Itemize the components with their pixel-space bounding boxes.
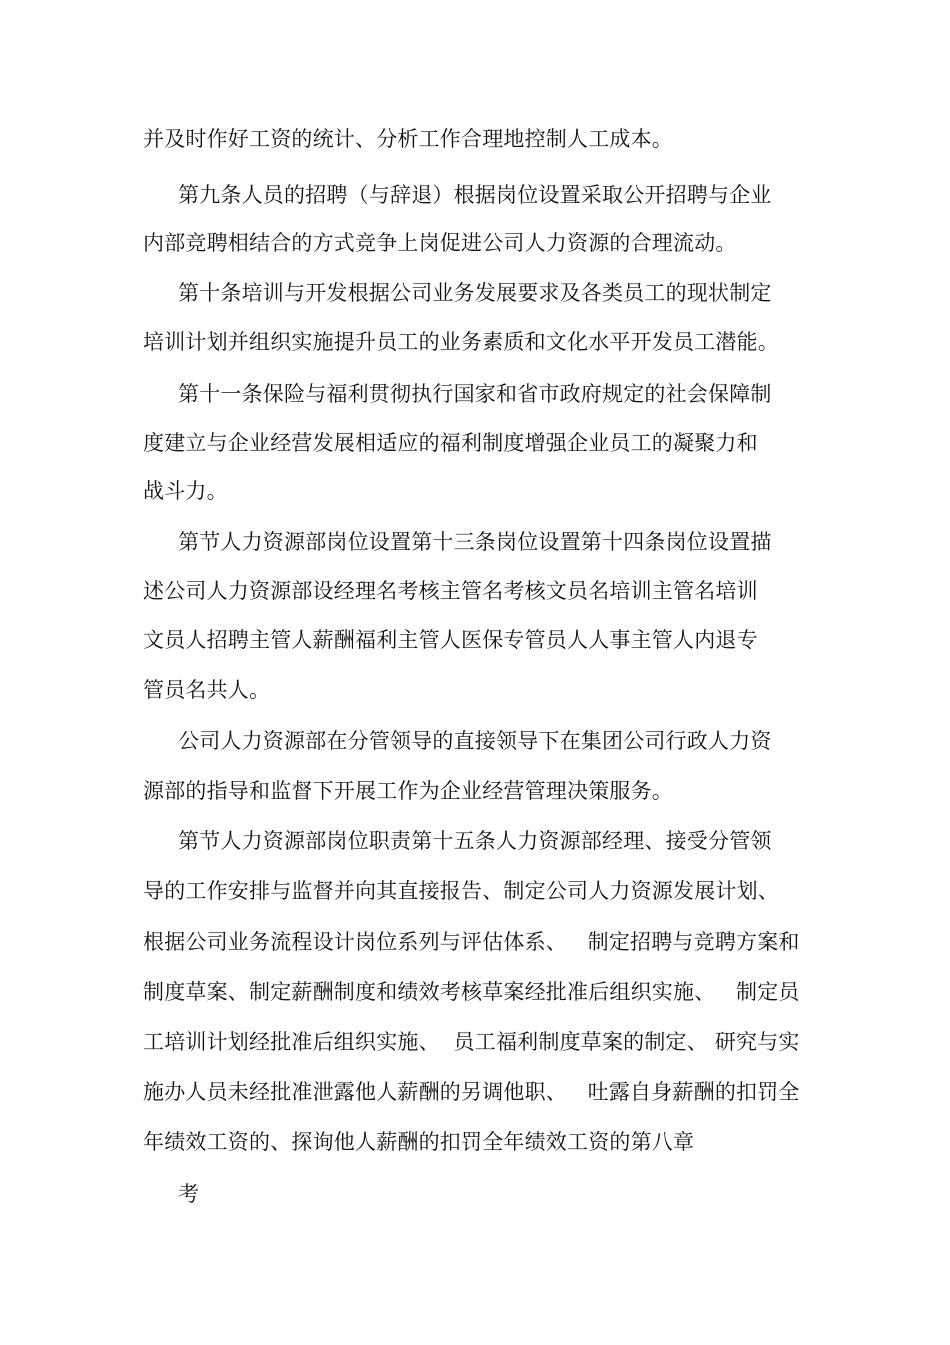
paragraph-line: 公司人力资源部在分管领导的直接领导下在集团公司行政人力资 bbox=[178, 729, 772, 753]
paragraph-line: 年绩效工资的、探询他人薪酬的扣罚全年绩效工资的第八章 bbox=[143, 1130, 695, 1154]
paragraph-line: 战斗力。 bbox=[143, 479, 228, 503]
paragraph-line: 根据公司业务流程设计岗位系列与评估体系、 制定招聘与竞聘方案和 bbox=[143, 930, 800, 954]
paragraph-line: 导的工作安排与监督并向其直接报告、制定公司人力资源发展计划、 bbox=[143, 879, 779, 903]
paragraph-line: 述公司人力资源部设经理名考核主管名考核文员名培训主管名培训 bbox=[143, 579, 758, 603]
paragraph-line: 第节人力资源部岗位设置第十三条岗位设置第十四条岗位设置描 bbox=[178, 530, 772, 554]
paragraph-line: 管员名共人。 bbox=[143, 678, 271, 702]
paragraph-line: 施办人员未经批准泄露他人薪酬的另调他职、 吐露自身薪酬的扣罚全 bbox=[143, 1080, 800, 1104]
paragraph-line: 内部竞聘相结合的方式竞争上岗促进公司人力资源的合理流动。 bbox=[143, 231, 737, 255]
paragraph-line: 第节人力资源部岗位职责第十五条人力资源部经理、接受分管领 bbox=[178, 829, 772, 853]
paragraph-line: 制度草案、制定薪酬制度和绩效考核草案经批准后组织实施、 制定员 bbox=[143, 980, 800, 1004]
paragraph-line: 第九条人员的招聘（与辞退）根据岗位设置采取公开招聘与企业 bbox=[178, 183, 772, 207]
paragraph-line: 文员人招聘主管人薪酬福利主管人医保专管员人人事主管人内退专 bbox=[143, 628, 758, 652]
paragraph-line: 培训计划并组织实施提升员工的业务素质和文化水平开发员工潜能。 bbox=[143, 330, 779, 354]
paragraph-line: 第十条培训与开发根据公司业务发展要求及各类员工的现状制定 bbox=[178, 281, 772, 305]
paragraph-line: 度建立与企业经营发展相适应的福利制度增强企业员工的凝聚力和 bbox=[143, 431, 758, 455]
paragraph-line: 考 bbox=[178, 1182, 200, 1206]
paragraph-line: 并及时作好工资的统计、分析工作合理地控制人工成本。 bbox=[143, 127, 673, 151]
paragraph-line: 工培训计划经批准后组织实施、 员工福利制度草案的制定、 研究与实 bbox=[143, 1030, 800, 1054]
paragraph-line: 第十一条保险与福利贯彻执行国家和省市政府规定的社会保障制 bbox=[178, 382, 772, 406]
paragraph-line: 源部的指导和监督下开展工作为企业经营管理决策服务。 bbox=[143, 779, 673, 803]
